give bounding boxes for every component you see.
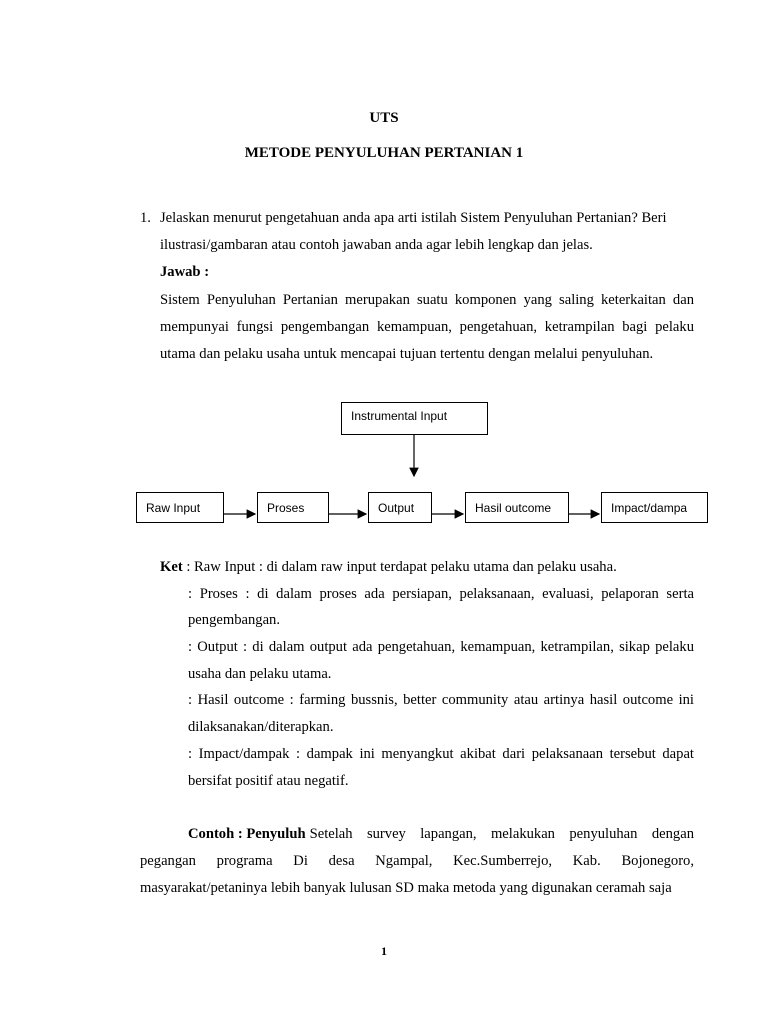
ket-proses-line-1: : Proses : di dalam proses ada persiapan, pelaksanaan, evaluasi, pelaporan serta xyxy=(188,586,694,602)
contoh-line-3: masyarakat/petaninya lebih banyak lulusan SD maka metoda yang digunakan ceramah saja xyxy=(140,880,672,896)
box-output-label: Output xyxy=(378,500,415,515)
box-instrumental-input-label: Instrumental Input xyxy=(351,409,448,423)
box-instrumental-input xyxy=(341,402,488,435)
box-raw-input-label: Raw Input xyxy=(146,500,201,515)
ket-label: Ket xyxy=(160,559,183,575)
ket-output-line-1: : Output : di dalam output ada pengetahuan, kemampuan, ketrampilan, sikap pelaku xyxy=(188,639,694,655)
contoh-line-2: pegangan programa Di desa Ngampal, Kec.Sumberrejo, Kab. Bojonegoro, xyxy=(140,853,694,869)
box-impact-label: Impact/dampa xyxy=(611,500,688,515)
question-number: 1. xyxy=(140,210,151,226)
box-impact xyxy=(601,492,708,523)
contoh-line-1 xyxy=(188,825,694,843)
ket-hasil-line-2: dilaksanakan/diterapkan. xyxy=(188,719,334,735)
answer-line-3: utama dan pelaku usaha untuk mencapai tujuan tertentu dengan melalui penyuluhan. xyxy=(160,346,654,362)
ket-hasil-line-1: : Hasil outcome : farming bussnis, better community atau artinya hasil outcome ini xyxy=(188,692,694,708)
ket-impact-line-2: bersifat positif atau negatif. xyxy=(188,773,349,789)
answer-line-2: mempunyai fungsi pengembangan kemampuan, pengetahuan, ketrampilan bagi pelaku xyxy=(160,319,694,335)
box-hasil-outcome-label: Hasil outcome xyxy=(475,500,552,515)
box-proses xyxy=(257,492,329,523)
box-output xyxy=(368,492,432,523)
ket-proses-line-2: pengembangan. xyxy=(188,612,280,628)
contoh-first-text: Setelah survey lapangan, melakukan penyuluhan dengan xyxy=(309,826,694,842)
box-proses-label: Proses xyxy=(267,500,305,515)
answer-line-1: Sistem Penyuluhan Pertanian merupakan suatu komponen yang saling keterkaitan dan xyxy=(160,292,694,308)
ket-first-text: : Raw Input : di dalam raw input terdapat pelaku utama dan pelaku usaha. xyxy=(182,559,617,575)
ket-line-1 xyxy=(160,558,617,576)
contoh-label: Contoh : Penyuluh xyxy=(188,826,306,842)
question-line-1: Jelaskan menurut pengetahuan anda apa arti istilah Sistem Penyuluhan Pertanian? Beri xyxy=(160,210,667,226)
ket-impact-line-1: : Impact/dampak : dampak ini menyangkut akibat dari pelaksanaan tersebut dapat xyxy=(188,746,694,762)
document-title: UTS xyxy=(369,110,399,126)
box-raw-input xyxy=(136,492,224,523)
document-subtitle: METODE PENYULUHAN PERTANIAN 1 xyxy=(244,145,524,161)
question-line-2: ilustrasi/gambaran atau contoh jawaban anda agar lebih lengkap dan jelas. xyxy=(160,237,593,253)
answer-label: Jawab : xyxy=(160,264,210,280)
ket-output-line-2: usaha dan pelaku utama. xyxy=(188,666,332,682)
box-hasil-outcome xyxy=(465,492,569,523)
page-number: 1 xyxy=(381,944,387,958)
